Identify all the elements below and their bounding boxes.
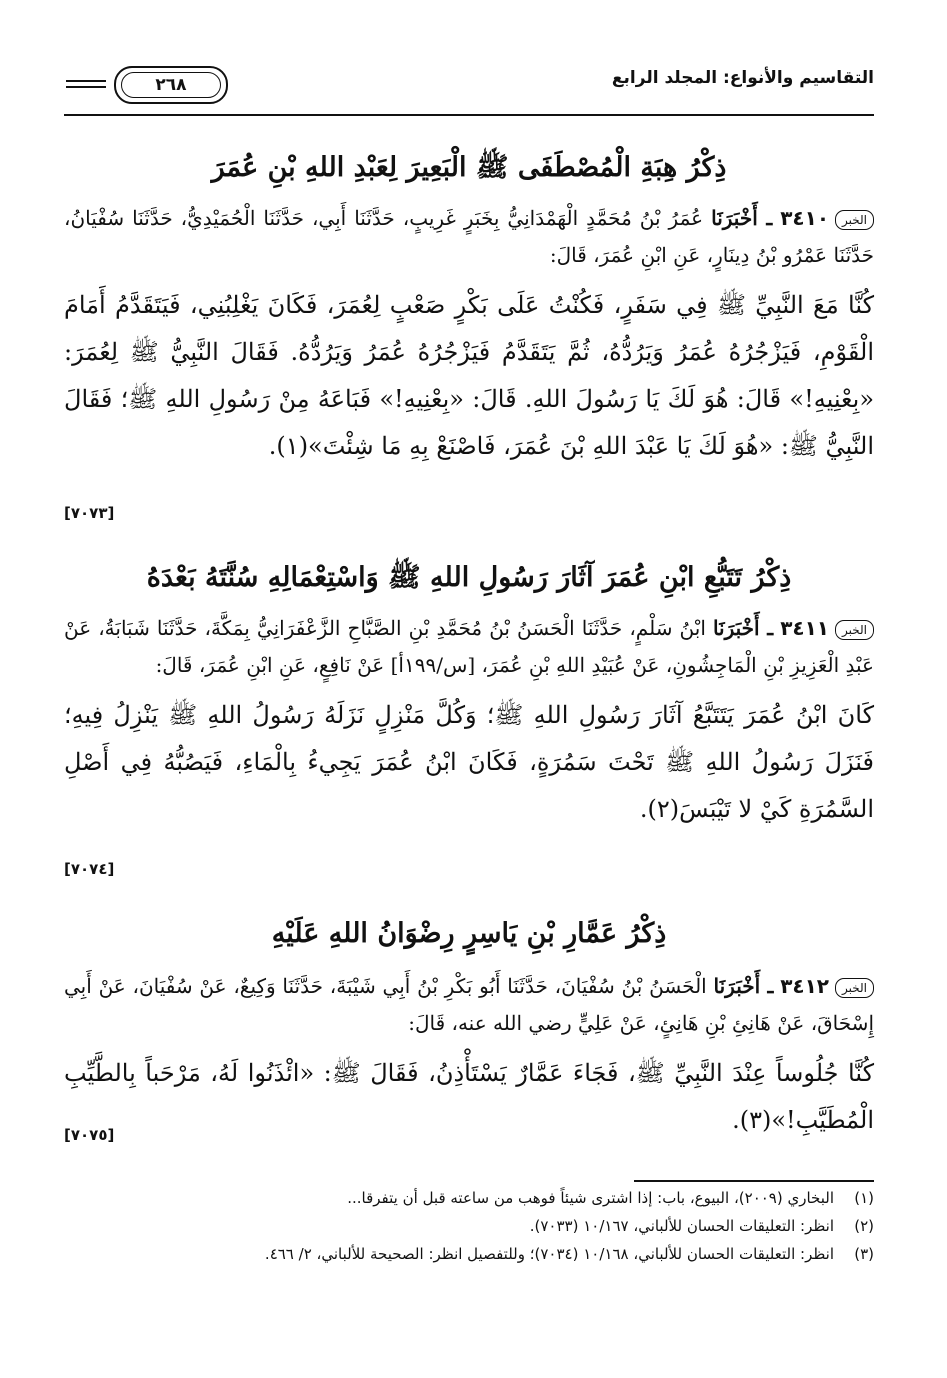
section-title: ذِكْرُ تَتَبُّعِ ابْنِ عُمَرَ آثَارَ رَسُولِ اللهِ ﷺ وَاسْتِعْمَالِهِ سُنَّتَهُ بَعْدَهُ — [146, 562, 792, 593]
hadith-matn: كَانَ ابْنُ عُمَرَ يَتَتَبَّعُ آثَارَ رَسُولِ اللهِ ﷺ؛ وَكُلَّ مَنْزِلٍ نَزَلَهُ رَسُولُ اللهِ ﷺ يَنْزِلُ فِيهِ؛ فَنَزَلَ رَسُولُ اللهِ ﷺ تَحْتَ سَمُرَةٍ، فَكَانَ ابْنُ عُمَرَ يَجِيءُ بِالْمَاءِ، فَيَصُبُّهُ فِي أَصْلِ السَّمُرَةِ كَيْ لا تَيْبَسَ(٢). — [64, 701, 874, 823]
footnote-number: (٣) — [854, 1245, 874, 1263]
isnad-text: الْحَسَنُ بْنُ سُفْيَانَ، حَدَّثَنَا أَبُو بَكْرِ بْنُ أَبِي شَيْبَةَ، حَدَّثَنَا وَكِيعٌ، عَنْ سُفْيَانَ، عَنْ أَبِي إِسْحَاقَ، عَنْ هَانِئِ بْنِ هَانِئٍ، عَنْ عَلِيٍّ رضي الله عنه، قَالَ: — [64, 974, 874, 1035]
akhbarana-label: ـ أَخْبَرَنَا — [713, 974, 774, 998]
hadith-block — [64, 610, 874, 878]
page-number-frame — [114, 66, 228, 104]
hadith-number: ٣٤١١ — [780, 616, 830, 640]
footnote-number: (٢) — [854, 1217, 874, 1235]
akhbarana-label: ـ أَخْبَرَنَا — [712, 616, 774, 640]
footnotes — [64, 1184, 874, 1268]
hadith-matn: كُنَّا جُلُوساً عِنْدَ النَّبِيِّ ﷺ، فَجَاءَ عَمَّارٌ يَسْتَأْذِنُ، فَقَالَ ﷺ: «ائْذَنُوا لَهُ، مَرْحَباً بِالطَّيِّبِ الْمُطَيَّبِ!»(٣). — [64, 1059, 874, 1134]
header-ornament-line — [66, 86, 106, 88]
running-title: التقاسيم والأنواع: المجلد الرابع — [611, 68, 874, 88]
isnad-text: ابْنُ سَلْمٍ، حَدَّثَنَا الْحَسَنُ بْنُ مُحَمَّدِ بْنِ الصَّبَّاحِ الزَّعْفَرَانِيُّ بِمَكَّةَ، حَدَّثَنَا شَبَابَةُ، عَنْ عَبْدِ الْعَزِيزِ بْنِ الْمَاجِشُونِ، عَنْ عُبَيْدِ اللهِ بْنِ عُمَرَ، [س/١٩٩أ] عَنْ نَافِعٍ، عَنِ ابْنِ عُمَرَ، قَالَ: — [64, 616, 874, 677]
hadith-reference: [٧٠٧٣] — [64, 504, 115, 522]
isnad-text: عُمَرُ بْنُ مُحَمَّدٍ الْهَمْدَانِيُّ بِخَبَرٍ غَرِيبٍ، حَدَّثَنَا أَبِي، حَدَّثَنَا الْحُمَيْدِيُّ، حَدَّثَنَا سُفْيَانُ، حَدَّثَنَا عَمْرُو بْنُ دِينَارٍ، عَنِ ابْنِ عُمَرَ، قَالَ: — [64, 206, 874, 267]
khabar-badge: الخبر — [835, 978, 874, 998]
akhbarana-label: ـ أَخْبَرَنَا — [711, 206, 773, 230]
khabar-badge: الخبر — [835, 620, 874, 640]
hadith-number: ٣٤١٠ — [780, 206, 830, 230]
footnote-number: (١) — [854, 1189, 874, 1207]
khabar-badge: الخبر — [835, 210, 874, 230]
footnote — [64, 1184, 874, 1212]
hadith-reference: [٧٠٧٤] — [64, 860, 115, 878]
section-title: ذِكْرُ عَمَّارِ بْنِ يَاسِرٍ رِضْوَانُ اللهِ عَلَيْهِ — [271, 918, 667, 949]
hadith-isnad — [64, 200, 874, 274]
footnote-text: انظر: التعليقات الحسان للألباني، ١٠/١٦٧ (٧٠٣٣). — [529, 1217, 834, 1235]
footnote — [64, 1212, 874, 1240]
hadith-matn: كُنَّا مَعَ النَّبِيِّ ﷺ فِي سَفَرٍ، فَكُنْتُ عَلَى بَكْرٍ صَعْبٍ لِعُمَرَ، فَكَانَ يَغْلِبُنِي، فَيَتَقَدَّمُ أَمَامَ الْقَوْمِ، فَيَزْجُرُهُ عُمَرُ وَيَرُدُّهُ، ثُمَّ يَتَقَدَّمُ فَيَزْجُرُهُ عُمَرُ وَيَرُدُّهُ. فَقَالَ النَّبِيُّ ﷺ لِعُمَرَ: «بِعْنِيهِ!» قَالَ: هُوَ لَكَ يَا رَسُولَ اللهِ. قَالَ: «بِعْنِيهِ!» فَبَاعَهُ مِنْ رَسُولِ اللهِ ﷺ؛ فَقَالَ النَّبِيُّ ﷺ: «هُوَ لَكَ يَا عَبْدَ اللهِ بْنَ عُمَرَ، فَاصْنَعْ بِهِ مَا شِئْتَ»(١). — [64, 291, 874, 460]
header-rule — [64, 114, 874, 116]
hadith-isnad — [64, 610, 874, 684]
hadith-block — [64, 200, 874, 522]
hadith-isnad — [64, 968, 874, 1042]
page-header — [64, 60, 874, 120]
hadith-reference: [٧٠٧٥] — [64, 1126, 115, 1144]
footnote — [64, 1240, 874, 1268]
footnote-rule — [634, 1180, 874, 1182]
header-ornament-line — [66, 80, 106, 82]
hadith-block — [64, 968, 874, 1144]
section-title: ذِكْرُ هِبَةِ الْمُصْطَفَى ﷺ الْبَعِيرَ لِعَبْدِ اللهِ بْنِ عُمَرَ — [211, 152, 727, 183]
page-number: ٢٦٨ — [121, 72, 221, 98]
footnote-text: البخاري (٢٠٠٩)، البيوع، باب: إذا اشترى شيئاً فوهب من ساعته قبل أن يتفرقا... — [347, 1189, 834, 1207]
footnote-text: انظر: التعليقات الحسان للألباني، ١٠/١٦٨ (٧٠٣٤)؛ وللتفصيل انظر: الصحيحة للألباني، ٢/ ٤٦٦. — [264, 1245, 834, 1263]
hadith-number: ٣٤١٢ — [780, 974, 830, 998]
